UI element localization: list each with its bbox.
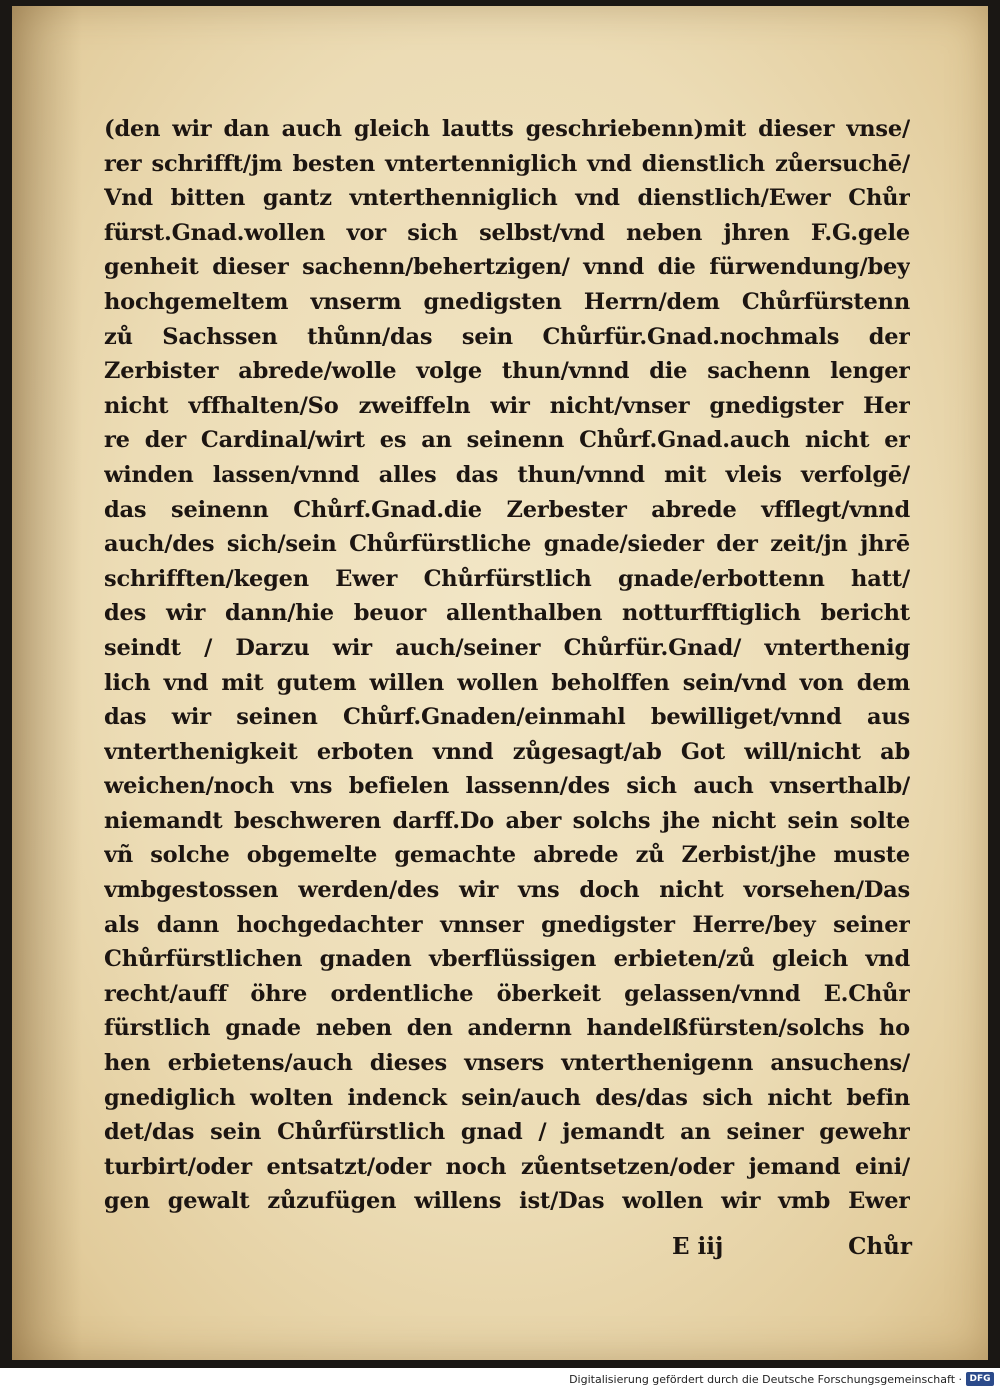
text-line: lich vnd mit gutem willen wollen beholffen sein/vnd von dem: [104, 669, 910, 696]
text-line: des wir dann/hie beuor allenthalben notturfftiglich bericht: [104, 600, 910, 627]
text-line: hochgemeltem vnserm gnedigsten Herrn/dem Chůrfürstenn: [104, 288, 910, 315]
text-line: fürstlich gnade neben den andernn handelßfürsten/solchs ho: [104, 1015, 910, 1042]
text-line: Zerbister abrede/wolle volge thun/vnnd die sachenn lenger: [104, 358, 910, 385]
text-line: recht/auff öhre ordentliche öberkeit gelassen/vnnd E.Chůr: [104, 980, 910, 1007]
text-line: weichen/noch vns befielen lassenn/des sich auch vnserthalb/: [104, 773, 910, 800]
text-line: genheit dieser sachenn/behertzigen/ vnnd die fürwendung/bey: [104, 254, 910, 281]
text-block: [104, 112, 910, 1219]
text-line: vnterthenigkeit erboten vnnd zůgesagt/ab Got will/nicht ab: [104, 738, 910, 765]
text-line: das seinenn Chůrf.Gnad.die Zerbester abrede vfflegt/vnnd: [104, 496, 910, 523]
text-line: seindt / Darzu wir auch/seiner Chůrfür.Gnad/ vnterthenig: [104, 634, 910, 661]
text-line: fürst.Gnad.wollen vor sich selbst/vnd neben jhren F.G.gele: [104, 219, 910, 246]
text-line: re der Cardinal/wirt es an seinenn Chůrf.Gnad.auch nicht er: [104, 427, 910, 454]
text-line: Chůrfürstlichen gnaden vberflüssigen erbieten/zů gleich vnd: [104, 946, 910, 973]
catchword: Chůr: [848, 1232, 912, 1260]
footer-credit: Digitalisierung gefördert durch die Deutsche Forschungsgemeinschaft ·: [569, 1373, 962, 1386]
text-line: vñ solche obgemelte gemachte abrede zů Zerbist/jhe muste: [104, 842, 910, 869]
text-line: rer schrifft/jm besten vntertenniglich vnd dienstlich zůersuchē/: [104, 150, 910, 177]
text-line: schrifften/kegen Ewer Chůrfürstlich gnade/erbottenn hatt/: [104, 565, 910, 592]
text-line: auch/des sich/sein Chůrfürstliche gnade/sieder der zeit/jn jhrē: [104, 531, 910, 558]
text-line: das wir seinen Chůrf.Gnaden/einmahl bewilliget/vnnd aus: [104, 704, 910, 731]
text-line: det/das sein Chůrfürstlich gnad / jemandt an seiner gewehr: [104, 1119, 910, 1146]
text-line: nicht vffhalten/So zweiffeln wir nicht/vnser gnedigster Her: [104, 392, 910, 419]
text-line: gen gewalt zůzufügen willens ist/Das wollen wir vmb Ewer: [104, 1188, 910, 1215]
text-line: als dann hochgedachter vnnser gnedigster Herre/bey seiner: [104, 911, 910, 938]
signature-mark: E iij: [672, 1232, 724, 1260]
signature-row: [672, 1226, 912, 1266]
text-line: gnediglich wolten indenck sein/auch des/das sich nicht befin: [104, 1084, 910, 1111]
text-line: (den wir dan auch gleich lautts geschriebenn)mit dieser vnse/: [104, 116, 910, 142]
text-line: vmbgestossen werden/des wir vns doch nicht vorsehen/Das: [104, 877, 910, 904]
dfg-logo-icon: DFG: [966, 1372, 994, 1386]
footer-bar: [0, 1368, 1000, 1391]
text-line: winden lassen/vnnd alles das thun/vnnd mit vleis verfolgē/: [104, 461, 910, 488]
text-line: zů Sachssen thůnn/das sein Chůrfür.Gnad.nochmals der: [104, 323, 910, 350]
text-line: turbirt/oder entsatzt/oder noch zůentsetzen/oder jemand eini/: [104, 1153, 910, 1180]
text-line: Vnd bitten gantz vnterthenniglich vnd dienstlich/Ewer Chůr: [104, 185, 910, 212]
text-line: niemandt beschweren darff.Do aber solchs jhe nicht sein solte: [104, 807, 910, 834]
text-line: hen erbietens/auch dieses vnsers vnterthenigenn ansuchens/: [104, 1050, 910, 1077]
